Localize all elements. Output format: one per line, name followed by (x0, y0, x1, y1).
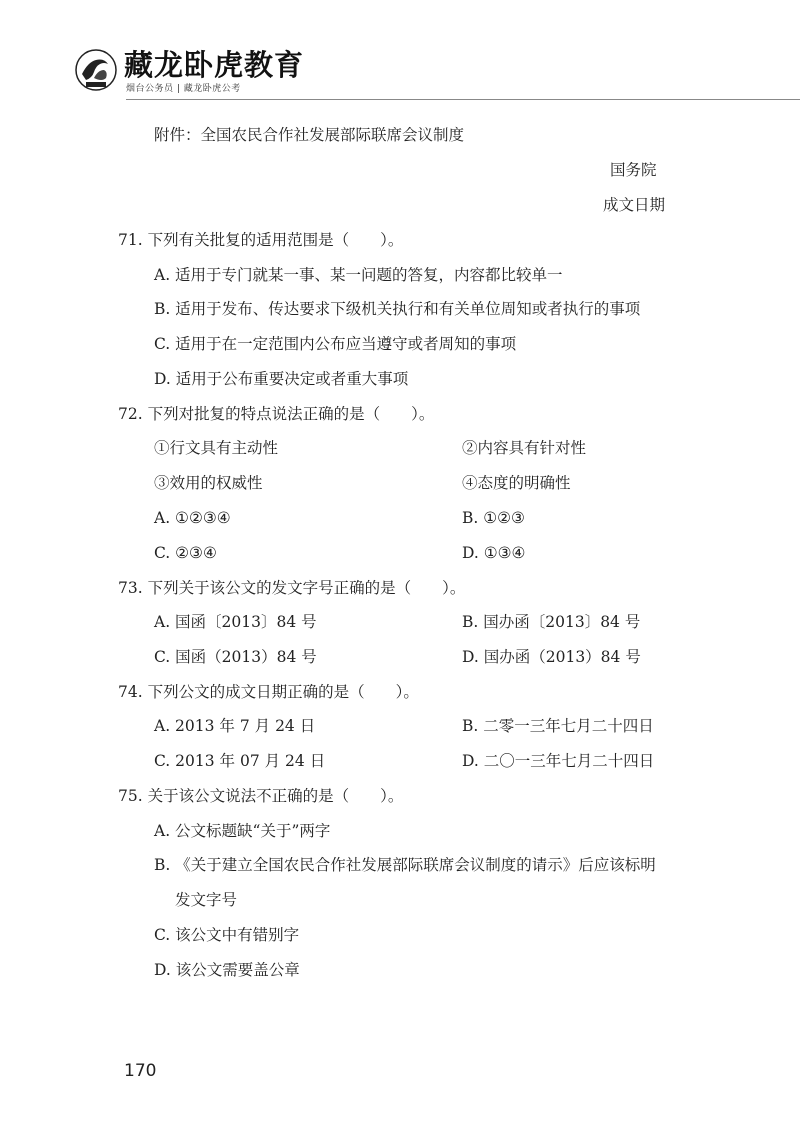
question-72-option-b: B. ①②③ (462, 509, 525, 527)
question-75-stem: 75. 关于该公文说法不正确的是（ ）。 (118, 787, 404, 805)
brand-slogan: 烟台公务员 | 藏龙卧虎公考 (126, 84, 241, 94)
question-75-option-d: D. 该公文需要盖公章 (154, 961, 300, 979)
question-75-option-b-continued: 发文字号 (175, 891, 238, 909)
question-73-option-b: B. 国办函〔2013〕84 号 (462, 613, 641, 631)
question-73-stem: 73. 下列关于该公文的发文字号正确的是（ ）。 (118, 579, 466, 597)
question-75-option-b: B. 《关于建立全国农民合作社发展部际联席会议制度的请示》后应该标明 (154, 856, 656, 874)
question-72-item-2: ②内容具有针对性 (462, 439, 587, 457)
question-73-option-d: D. 国办函（2013）84 号 (462, 648, 641, 666)
question-75-option-c: C. 该公文中有错别字 (154, 926, 300, 944)
question-73-option-a: A. 国函〔2013〕84 号 (154, 613, 317, 631)
question-71-option-b: B. 适用于发布、传达要求下级机关执行和有关单位周知或者执行的事项 (154, 300, 641, 318)
question-72-option-d: D. ①③④ (462, 544, 526, 562)
question-72-option-a: A. ①②③④ (154, 509, 231, 527)
question-71-option-a: A. 适用于专门就某一事、某一问题的答复，内容都比较单一 (154, 266, 563, 284)
question-72-item-3: ③效用的权威性 (154, 474, 263, 492)
question-74-option-a: A. 2013 年 7 月 24 日 (154, 717, 316, 735)
page-header (0, 0, 800, 100)
question-74-option-b: B. 二零一三年七月二十四日 (462, 717, 654, 735)
question-75-option-a: A. 公文标题缺“关于”两字 (154, 822, 331, 840)
signature-date: 成文日期 (603, 196, 666, 214)
question-74-stem: 74. 下列公文的成文日期正确的是（ ）。 (118, 683, 419, 701)
question-71-option-c: C. 适用于在一定范围内公布应当遵守或者周知的事项 (154, 335, 517, 353)
page-number: 170 (124, 1061, 157, 1081)
question-71-option-d: D. 适用于公布重要决定或者重大事项 (154, 370, 409, 388)
question-73-option-c: C. 国函（2013）84 号 (154, 648, 317, 666)
tiger-dragon-logo-icon (74, 48, 118, 92)
signature-org: 国务院 (610, 161, 657, 179)
question-74-option-c: C. 2013 年 07 月 24 日 (154, 752, 326, 770)
attachment-line: 附件：全国农民合作社发展部际联席会议制度 (154, 126, 465, 144)
question-72-option-c: C. ②③④ (154, 544, 217, 562)
question-74-option-d: D. 二〇一三年七月二十四日 (462, 752, 655, 770)
header-divider (126, 99, 800, 100)
question-72-item-1: ①行文具有主动性 (154, 439, 279, 457)
question-71-stem: 71. 下列有关批复的适用范围是（ ）。 (118, 231, 404, 249)
brand-name: 藏龙卧虎教育 (124, 48, 305, 82)
question-72-item-4: ④态度的明确性 (462, 474, 571, 492)
question-72-stem: 72. 下列对批复的特点说法正确的是（ ）。 (118, 405, 435, 423)
